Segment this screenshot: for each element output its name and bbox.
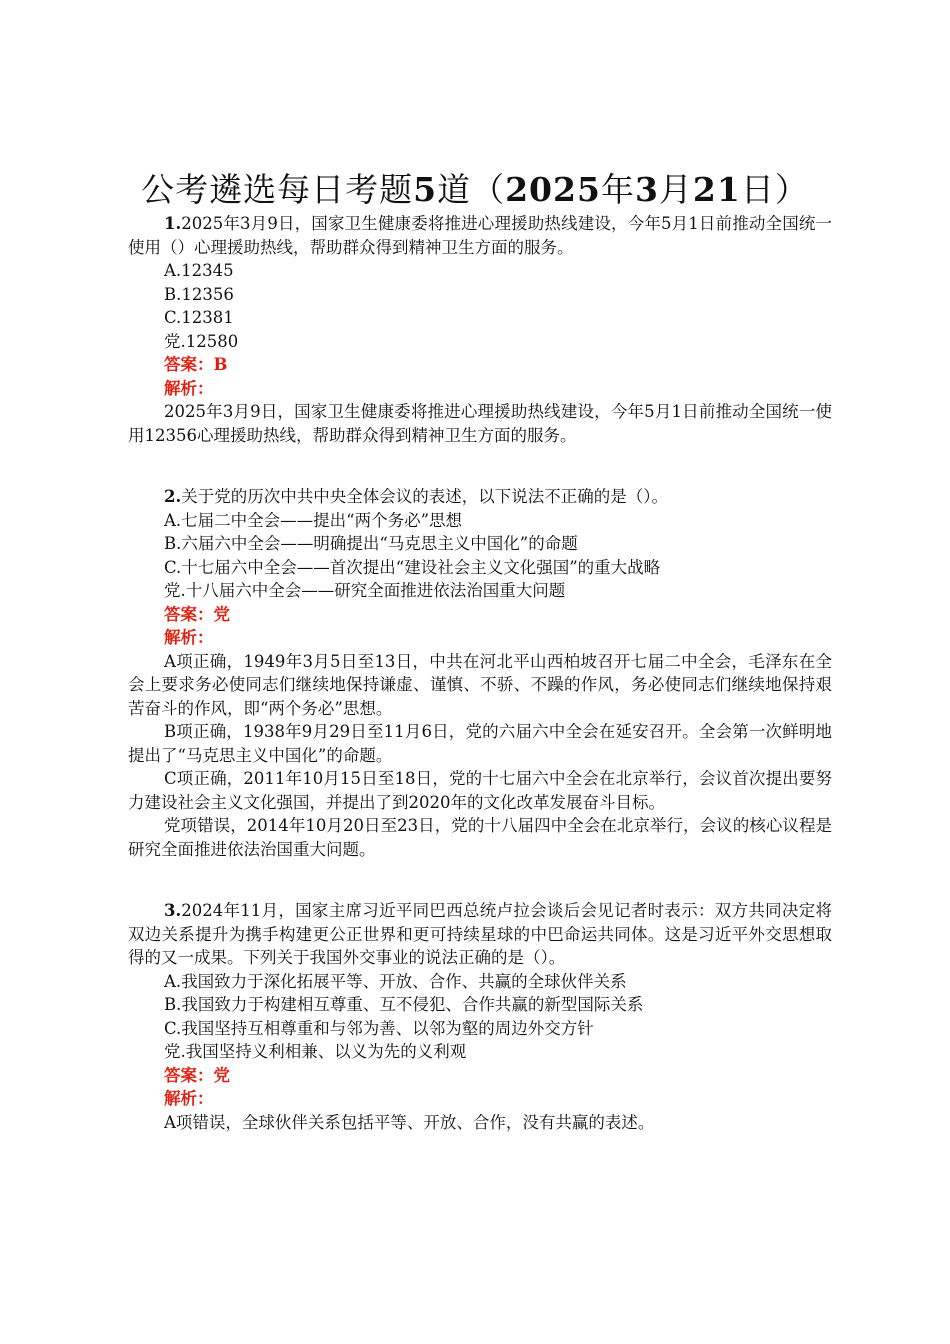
option-b: B.我国致力于构建相互尊重、互不侵犯、合作共赢的新型国际关系 <box>164 995 644 1014</box>
title-text: 日） <box>740 170 809 209</box>
analysis-paragraph: C项正确，2011年10月15日至18日，党的十七届六中全会在北京举行，会议首次提出要努力建设社会主义文化强国，并提出了到2020年的文化改革发展奋斗目标。 <box>128 769 832 812</box>
question-number: 1. <box>164 214 182 233</box>
option-c: C.十七届六中全会——首次提出“建设社会主义文化强国”的重大战略 <box>164 557 661 577</box>
analysis-paragraph: 党项错误，2014年10月20日至23日，党的十八届四中全会在北京举行，会议的核心议程是研究全面推进依法治国重大问题。 <box>128 816 832 859</box>
title-year: 2025 <box>505 170 601 209</box>
option-b: B.六届六中全会——明确提出“马克思主义中国化”的命题 <box>164 534 578 553</box>
question-number: 2. <box>164 487 182 506</box>
analysis-label: 解析： <box>164 1089 214 1108</box>
analysis-paragraph: A项正确，1949年3月5日至13日，中共在河北平山西柏坡召开七届二中全会，毛泽东在全会上要求务必使同志们继续地保持谦虚、谨慎、不骄、不躁的作风，务必使同志们继续地保持艰苦奋斗的作风，即“两个务必”思想。 <box>128 651 832 718</box>
question-text: 关于党的历次中共中央全体会议的表述，以下说法不正确的是（）。 <box>181 487 668 506</box>
option-c: C.我国坚持互相尊重和与邻为善、以邻为壑的周边外交方针 <box>164 1018 594 1038</box>
title-text: 道（ <box>437 170 506 209</box>
option-d: 党.十八届六中全会——研究全面推进依法治国重大问题 <box>164 581 566 600</box>
spacer <box>128 447 832 485</box>
questions-body <box>128 212 832 1134</box>
question-1 <box>128 212 832 447</box>
question-stem <box>128 212 832 259</box>
option-a: A.七届二中全会——提出“两个务必”思想 <box>164 510 463 530</box>
title-text: 年 <box>600 170 635 209</box>
title-count: 5 <box>413 170 438 209</box>
answer-label: 答案：党 <box>164 1065 230 1085</box>
question-stem <box>128 899 832 970</box>
analysis-paragraph: 2025年3月9日，国家卫生健康委将推进心理援助热线建设，今年5月1日前推动全国统一使用12356心理援助热线，帮助群众得到精神卫生方面的服务。 <box>128 402 832 445</box>
analysis-label: 解析： <box>164 378 214 398</box>
title-month: 3 <box>634 170 659 209</box>
answer-label: 答案：B <box>164 355 228 374</box>
spacer <box>128 861 832 899</box>
question-text: 2025年3月9日，国家卫生健康委将推进心理援助热线建设，今年5月1日前推动全国统一使用（）心理援助热线，帮助群众得到精神卫生方面的服务。 <box>128 214 832 257</box>
question-stem <box>128 485 832 509</box>
analysis-label: 解析： <box>164 628 214 647</box>
question-text: 2024年11月，国家主席习近平同巴西总统卢拉会谈后会见记者时表示：双方共同决定将双边关系提升为携手构建更公正世界和更可持续星球的中巴命运共同体。这是习近平外交思想取得的又一成果。下列关于我国外交事业的说法正确的是（）。 <box>128 901 832 967</box>
option-b: B.12356 <box>164 284 234 304</box>
title-day: 21 <box>692 170 741 209</box>
option-d: 党.我国坚持义利相兼、以义为先的义利观 <box>164 1042 467 1061</box>
option-d: 党.12580 <box>164 331 239 351</box>
analysis-paragraph: B项正确，1938年9月29日至11月6日，党的六届六中全会在延安召开。全会第一次鲜明地提出了“马克思主义中国化”的命题。 <box>128 722 832 765</box>
question-number: 3. <box>164 901 182 920</box>
title-text: 月 <box>658 170 693 209</box>
option-c: C.12381 <box>164 308 234 327</box>
page-title <box>0 170 950 210</box>
question-3 <box>128 899 832 1134</box>
question-2 <box>128 485 832 861</box>
option-a: A.12345 <box>164 261 234 280</box>
title-text: 公考遴选每日考题 <box>141 170 414 209</box>
option-a: A.我国致力于深化拓展平等、开放、合作、共赢的全球伙伴关系 <box>164 971 627 991</box>
analysis-paragraph: A项错误，全球伙伴关系包括平等、开放、合作，没有共赢的表述。 <box>164 1112 655 1132</box>
answer-label: 答案：党 <box>164 604 230 624</box>
